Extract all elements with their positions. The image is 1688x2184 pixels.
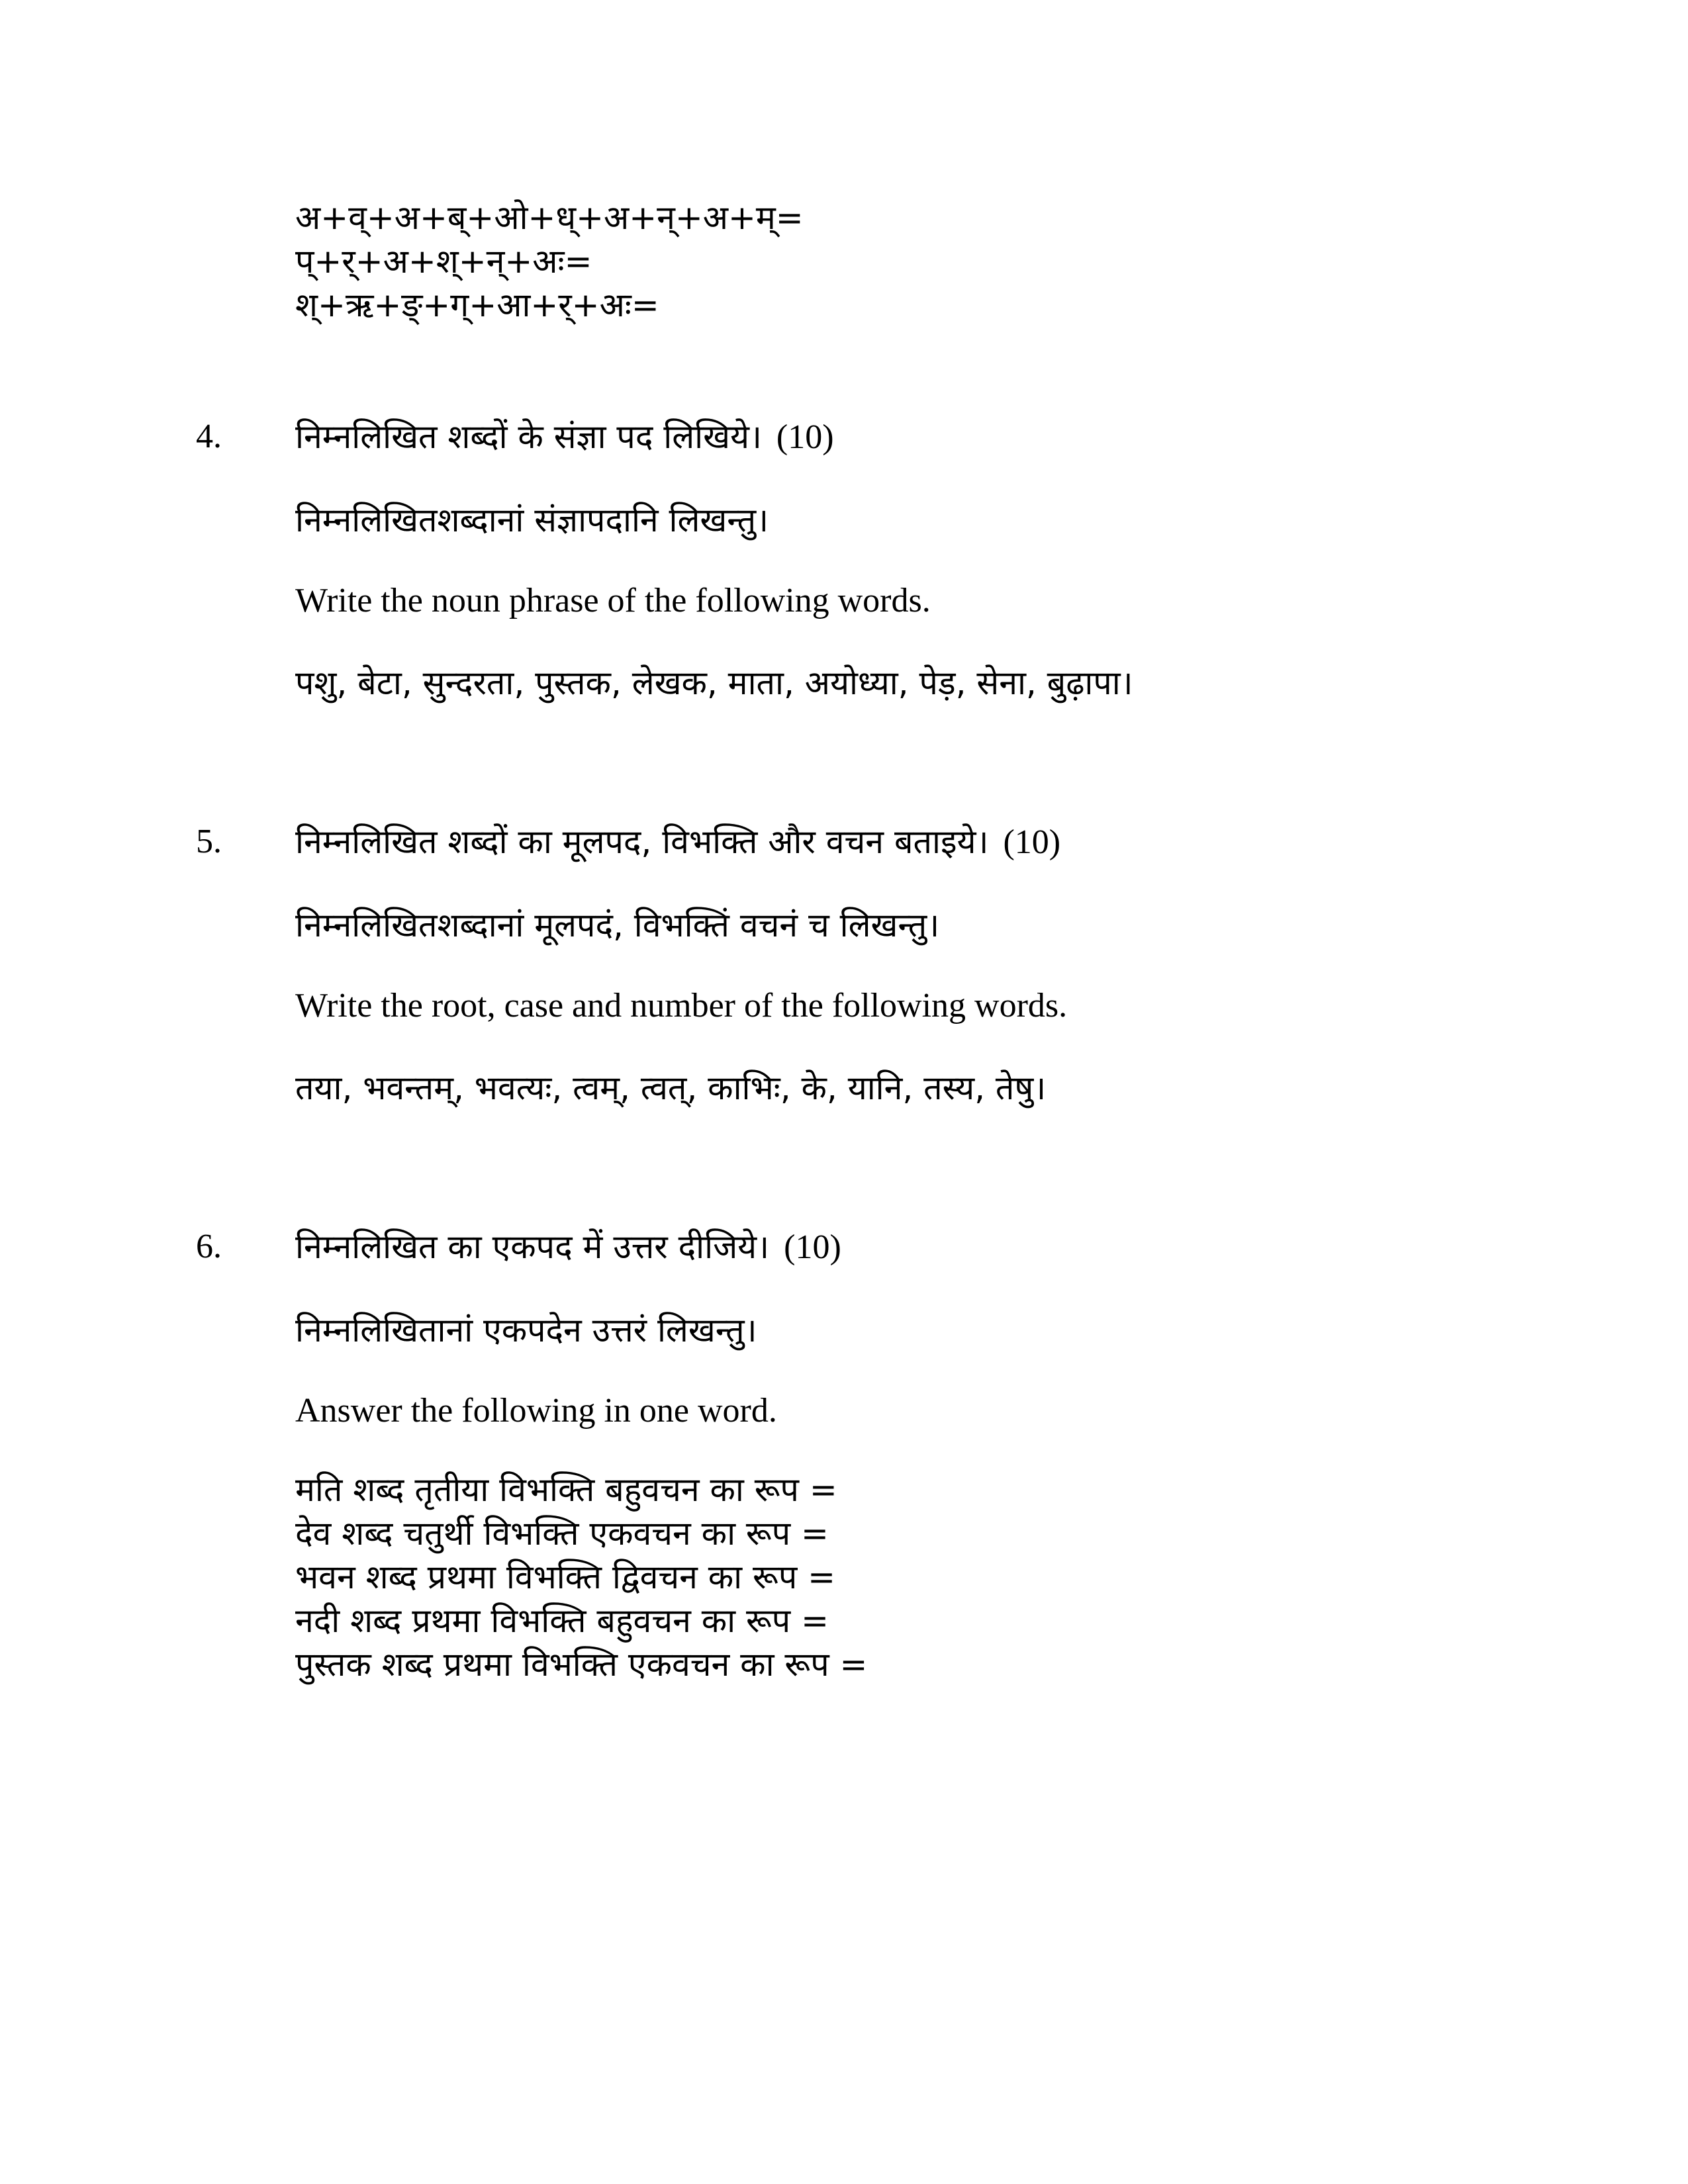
intro-line: अ+व्+अ+ब्+ओ+ध्+अ+न्+अ+म्= <box>295 199 804 237</box>
question-english: Write the root, case and number of the following words. <box>295 987 1068 1024</box>
question-sanskrit: निम्नलिखितशब्दानां संज्ञापदानि लिखन्तु। <box>295 501 769 539</box>
question-heading <box>295 818 1060 866</box>
question-number: 5. <box>196 823 222 860</box>
question-marks: (10) <box>776 418 834 456</box>
question-marks: (10) <box>784 1228 841 1266</box>
answer-list <box>295 1468 867 1686</box>
question-words: तया, भवन्तम्, भवत्यः, त्वम्, त्वत्, काभिः, के, यानि, तस्य, तेषु। <box>295 1069 1047 1107</box>
question-english: Write the noun phrase of the following words. <box>295 582 931 619</box>
question-heading <box>295 1223 841 1271</box>
question-number: 4. <box>196 418 222 455</box>
question-sanskrit: निम्नलिखितशब्दानां मूलपदं, विभक्तिं वचनं च लिखन्तु। <box>295 906 940 944</box>
answer-item: भवन शब्द प्रथमा विभक्ति द्विवचन का रूप = <box>295 1558 836 1596</box>
question-hindi: निम्नलिखित शब्दों के संज्ञा पद लिखिये। <box>295 418 762 456</box>
question-number: 6. <box>196 1228 222 1265</box>
answer-item: पुस्तक शब्द प्रथमा विभक्ति एकवचन का रूप = <box>295 1645 868 1684</box>
question-words: पशु, बेटा, सुन्दरता, पुस्तक, लेखक, माता, अयोध्या, पेड़, सेना, बुढ़ापा। <box>295 664 1133 702</box>
intro-line: प्+र्+अ+श्+न्+अः= <box>295 242 592 281</box>
answer-item: देव शब्द चतुर्थी विभक्ति एकवचन का रूप = <box>295 1514 829 1553</box>
question-heading <box>295 413 834 461</box>
answer-item: नदी शब्द प्रथमा विभक्ति बहुवचन का रूप = <box>295 1602 829 1640</box>
intro-line: श्+ऋ+ङ्+ग्+आ+र्+अः= <box>295 286 659 324</box>
question-english: Answer the following in one word. <box>295 1392 777 1430</box>
question-sanskrit: निम्नलिखितानां एकपदेन उत्तरं लिखन्तु। <box>295 1311 757 1349</box>
question-marks: (10) <box>1003 823 1061 861</box>
question-hindi: निम्नलिखित शब्दों का मूलपद, विभक्ति और वचन बताइये। <box>295 823 989 861</box>
answer-item: मति शब्द तृतीया विभक्ति बहुवचन का रूप = <box>295 1471 837 1509</box>
intro-block <box>295 196 804 327</box>
question-hindi: निम्नलिखित का एकपद में उत्तर दीजिये। <box>295 1228 770 1266</box>
